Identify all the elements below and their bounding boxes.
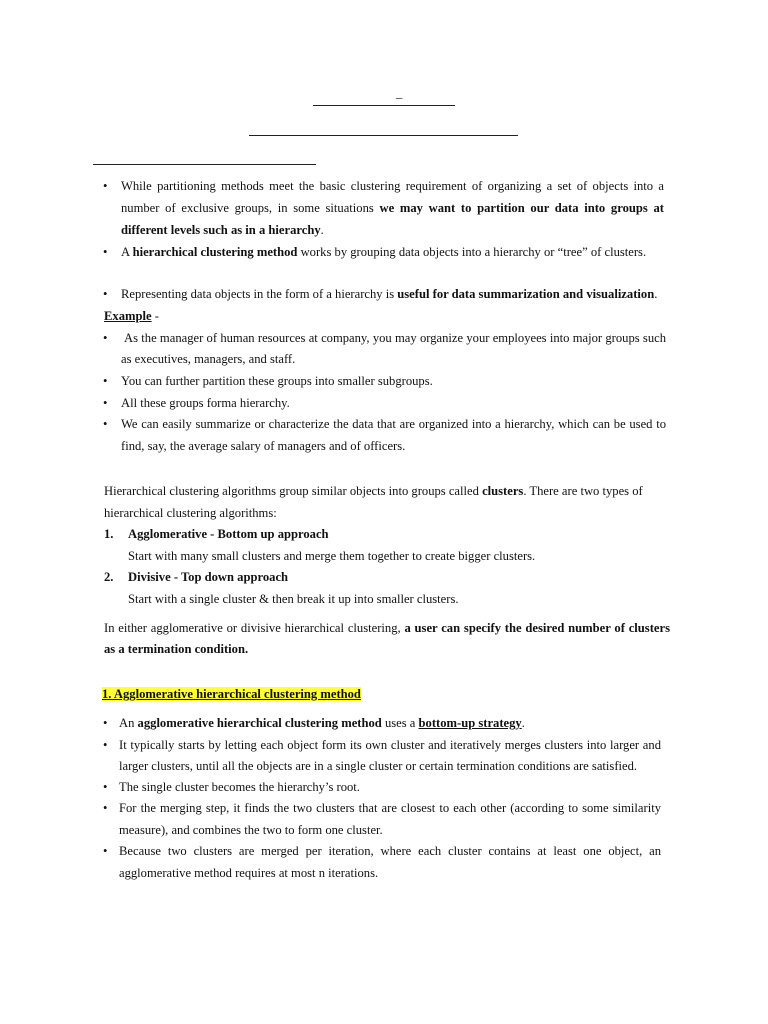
bullet-icon: •	[103, 780, 108, 794]
title-rule-1	[313, 105, 455, 106]
agglomerative-bullet-4-line-1: For the merging step, it finds the two clusters that are closest to each other (according to some similarity	[119, 801, 661, 815]
title-rule-2	[249, 135, 518, 136]
type-2-title: Divisive - Top down approach	[128, 570, 289, 584]
example-bullet-3: All these groups forma hierarchy.	[121, 396, 290, 410]
type-1-title: Agglomerative - Bottom up approach	[128, 527, 329, 541]
bullet-icon: •	[103, 716, 108, 730]
bullet-icon: •	[103, 844, 108, 858]
bullet-icon: •	[103, 245, 108, 259]
termination-line-1: In either agglomerative or divisive hierarchical clustering, a user can specify the desired number of clusters	[104, 621, 670, 635]
example-bullet-4-line-2: find, say, the average salary of managers and of officers.	[121, 439, 406, 453]
intro-bullet-1-line-1: While partitioning methods meet the basic clustering requirement of organizing a set of objects into a	[121, 179, 664, 193]
example-bullet-2: You can further partition these groups into smaller subgroups.	[121, 374, 433, 388]
agglomerative-bullet-2-line-1: It typically starts by letting each object form its own cluster and iteratively merges clusters into larger and	[119, 738, 661, 752]
agglomerative-bullet-5-line-2: agglomerative method requires at most n iterations.	[119, 866, 379, 880]
bullet-icon: •	[103, 417, 108, 431]
bullet-icon: •	[103, 396, 108, 410]
intro-bullet-3: Representing data objects in the form of a hierarchy is useful for data summarization and visualization.	[121, 287, 658, 301]
type-1-number: 1.	[104, 527, 114, 541]
example-heading: Example -	[104, 309, 159, 323]
agglomerative-bullet-3: The single cluster becomes the hierarchy’s root.	[119, 780, 360, 794]
bullet-icon: •	[103, 801, 108, 815]
example-bullet-1-line-1: As the manager of human resources at company, you may organize your employees into major groups such	[124, 331, 666, 345]
intro-bullet-2: A hierarchical clustering method works by grouping data objects into a hierarchy or “tree” of clusters.	[121, 245, 647, 259]
section-rule	[93, 164, 316, 165]
types-paragraph-line-1: Hierarchical clustering algorithms group similar objects into groups called clusters. There are two types of	[104, 484, 643, 498]
example-bullet-1-line-2: as executives, managers, and staff.	[121, 352, 296, 366]
type-2-number: 2.	[104, 570, 114, 584]
intro-bullet-1-line-3: different levels such as in a hierarchy.	[121, 223, 324, 237]
agglomerative-bullet-5-line-1: Because two clusters are merged per iteration, where each cluster contains at least one object, an	[119, 844, 661, 858]
agglomerative-heading: 1. Agglomerative hierarchical clustering method	[102, 687, 361, 701]
agglomerative-bullet-4-line-2: measure), and combines the two to form one cluster.	[119, 823, 383, 837]
types-paragraph-line-2: hierarchical clustering algorithms:	[104, 506, 277, 520]
bullet-icon: •	[103, 738, 108, 752]
bullet-icon: •	[103, 179, 108, 193]
agglomerative-bullet-1: An agglomerative hierarchical clustering method uses a bottom-up strategy.	[119, 716, 525, 730]
termination-line-2: as a termination condition.	[104, 642, 249, 656]
example-bullet-4-line-1: We can easily summarize or characterize the data that are organized into a hierarchy, which can be used to	[121, 417, 666, 431]
agglomerative-bullet-2-line-2: larger clusters, until all the objects are in a single cluster or certain termination conditions are satisfied.	[119, 759, 638, 773]
type-2-description: Start with a single cluster & then break it up into smaller clusters.	[128, 592, 459, 606]
type-1-description: Start with many small clusters and merge them together to create bigger clusters.	[128, 549, 536, 563]
intro-bullet-1-line-2: number of exclusive groups, in some situations we may want to partition our data into groups at	[121, 201, 664, 215]
bullet-icon: •	[103, 331, 108, 345]
bullet-icon: •	[103, 287, 108, 301]
bullet-icon: •	[103, 374, 108, 388]
title-dash: _	[396, 86, 403, 100]
